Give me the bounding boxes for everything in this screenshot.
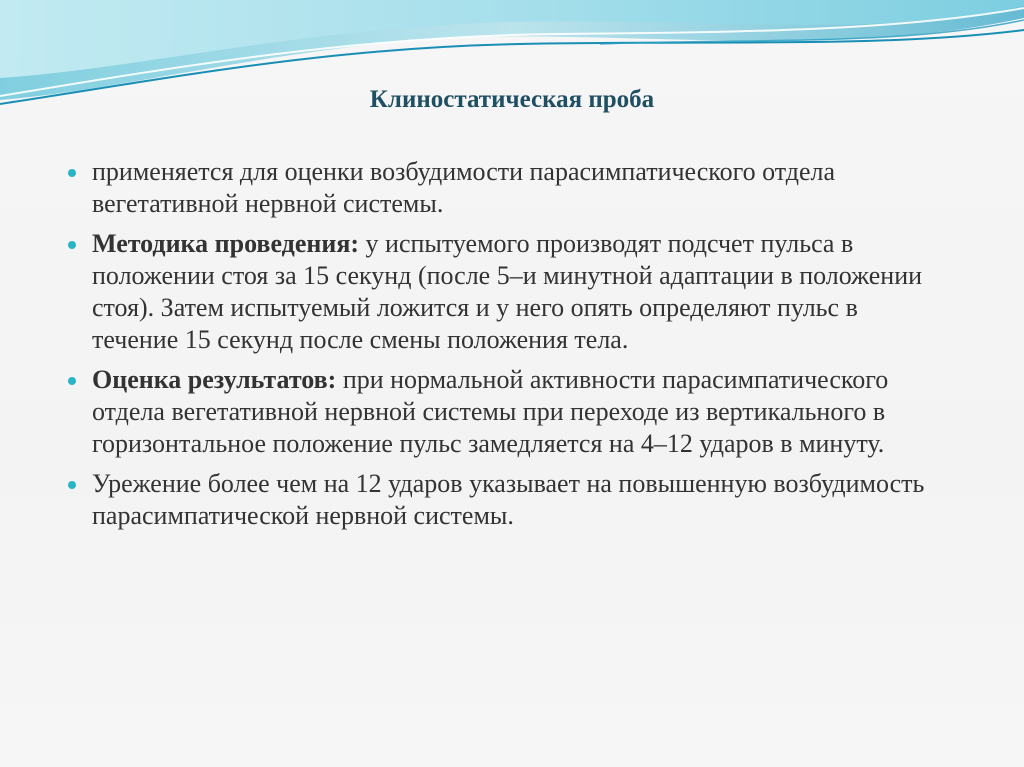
- bullet-text: при нормальной активности парасимпатического отдела вегетативной нервной системы при переходе из вертикального в горизонтальное положение пульс замедляется на 4–12 ударов в минуту.: [92, 365, 889, 458]
- bullet-list: [68, 156, 948, 540]
- bullet-dot-icon: [68, 169, 76, 177]
- bullet-item: [68, 364, 948, 460]
- bullet-dot-icon: [68, 241, 76, 249]
- bullet-item: [68, 468, 948, 532]
- bullet-text: у испытуемого производят подсчет пульса в положении стоя за 15 секунд (после 5–и минутной адаптации в положении стоя). Затем испытуемый ложится и у него опять определяют пульс в течение 15 секунд после смены положения тела.: [92, 229, 923, 354]
- bullet-dot-icon: [68, 377, 76, 385]
- bullet-text: применяется для оценки возбудимости парасимпатического отдела вегетативной нервной системы.: [92, 157, 836, 218]
- bullet-dot-icon: [68, 481, 76, 489]
- bullet-item: [68, 156, 948, 220]
- bullet-lead: Оценка результатов:: [92, 365, 337, 394]
- bullet-item: [68, 228, 948, 356]
- bullet-text: Урежение более чем на 12 ударов указывает на повышенную возбудимость парасимпатической нервной системы.: [92, 469, 925, 530]
- slide-title: Клиностатическая проба: [369, 86, 655, 113]
- bullet-lead: Методика проведения:: [92, 229, 360, 258]
